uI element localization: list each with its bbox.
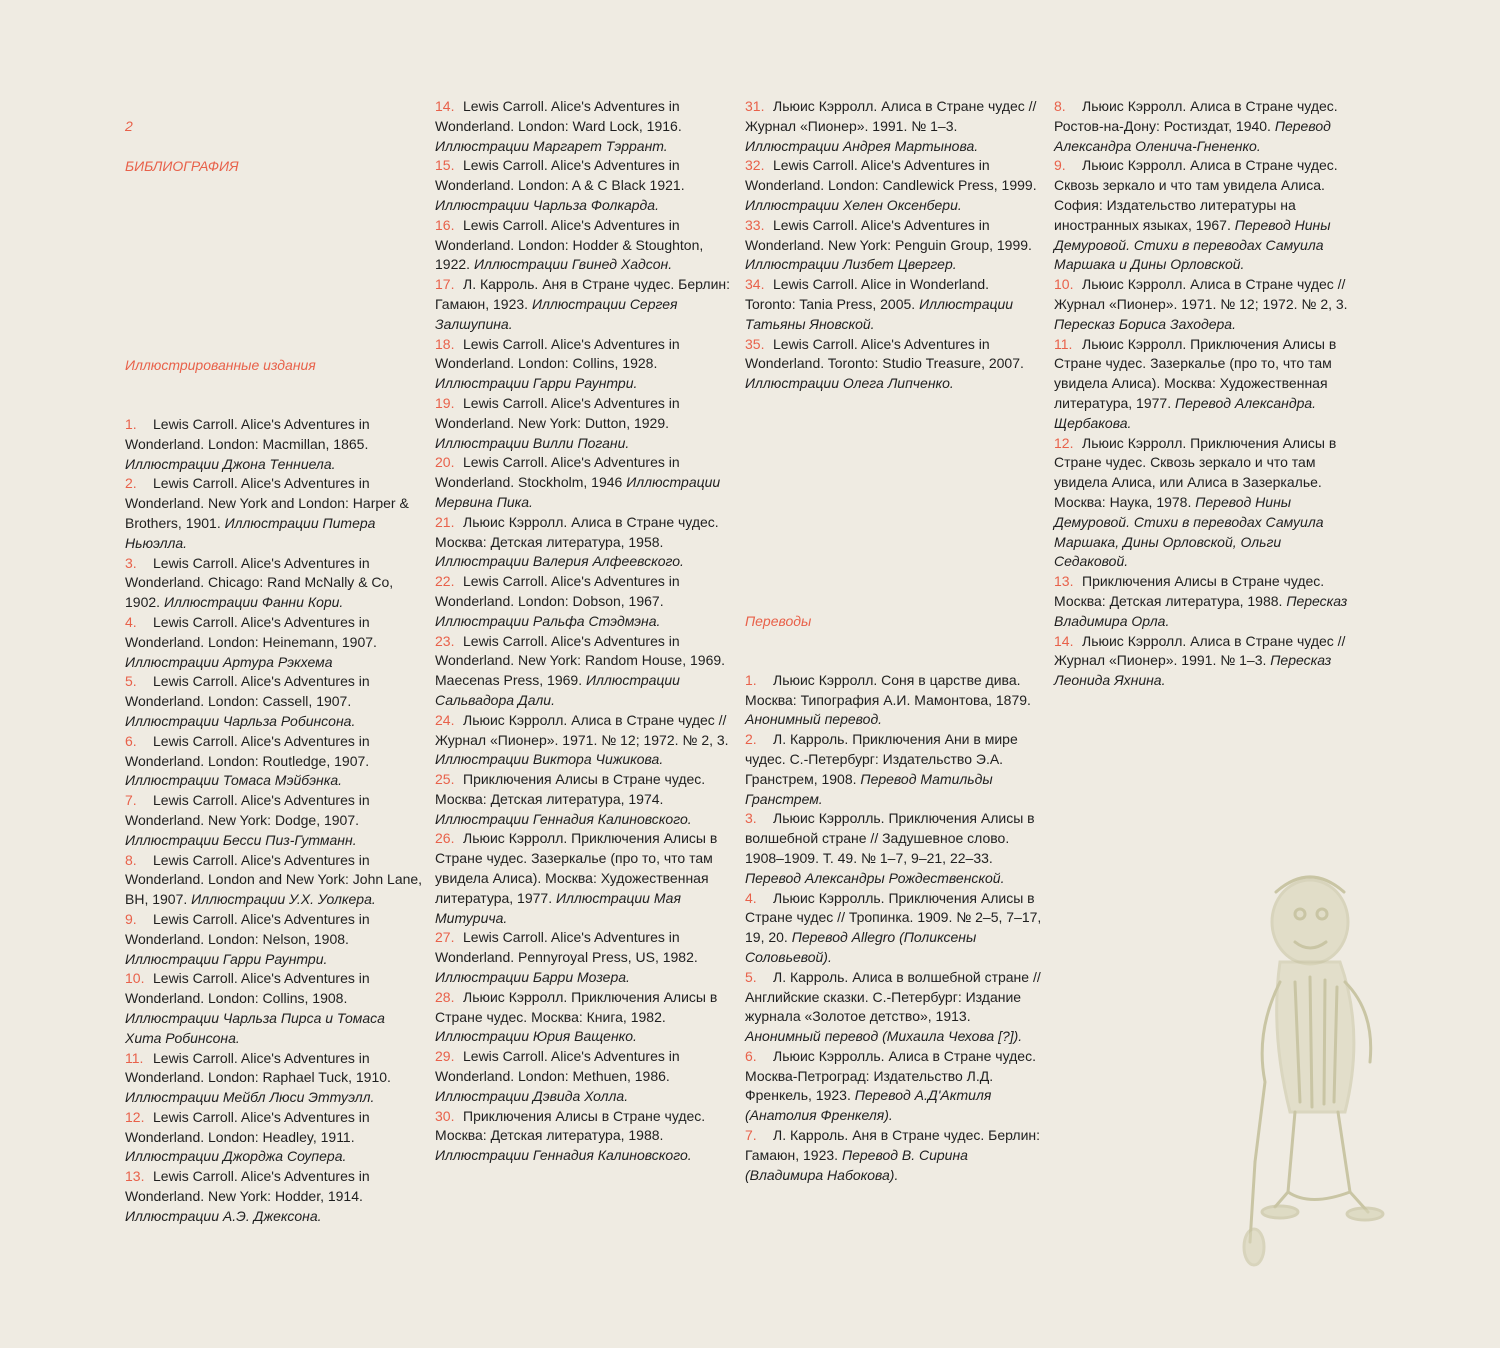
bibliography-entry xyxy=(435,711,733,770)
entry-credit: Иллюстрации Дэвида Холла. xyxy=(435,1087,629,1104)
entry-text: Льюис Кэрролл. Алиса в Стране чудес // Журнал «Пионер». 1971. № 12; 1972. № 2, 3. xyxy=(435,711,729,748)
entry-number: 24. xyxy=(435,711,455,728)
bibliography-entry xyxy=(125,1167,423,1226)
entry-credit: Анонимный перевод. xyxy=(745,711,883,728)
bibliography-entry xyxy=(435,275,733,334)
entry-number: 9. xyxy=(1054,157,1066,174)
entry-text: Lewis Carroll. Alice's Adventures in Wonderland. New York and London: Harper & Brothers, 1901. xyxy=(125,475,409,531)
entry-credit: Иллюстрации Андрея Мартынова. xyxy=(745,137,979,154)
entry-text: Lewis Carroll. Alice's Adventures in Wonderland. New York: Dutton, 1929. xyxy=(435,394,680,431)
entry-text: Lewis Carroll. Alice's Adventures in Wonderland. Pennyroyal Press, US, 1982. xyxy=(435,929,698,966)
vintage-illustration-icon xyxy=(1240,862,1390,1282)
entry-credit: Иллюстрации Чарльза Робинсона. xyxy=(125,712,356,729)
bibliography-entry xyxy=(435,1047,733,1106)
entry-text: Л. Карроль. Аня в Стране чудес. Берлин: Гамаюн, 1923. xyxy=(435,276,731,312)
entry-text: Льюис Кэрролл. Соня в царстве дива. Москва: Типография А.И. Мамонтова, 1879. xyxy=(745,671,1031,708)
entry-number: 7. xyxy=(745,1127,757,1144)
entry-number: 5. xyxy=(125,673,137,690)
entry-credit: Пересказ Бориса Заходера. xyxy=(1054,315,1236,332)
entry-number: 8. xyxy=(1054,98,1066,114)
entry-text: Lewis Carroll. Alice's Adventures in Wonderland. Stockholm, 1946 xyxy=(435,454,680,491)
bibliography-entry xyxy=(435,453,733,512)
entry-text: Льюис Кэрролл. Приключения Алисы в Стране чудес. Зазеркалье (про то, что там увидела Алиса). Москва: Художественная литература, 1977. xyxy=(1054,335,1337,411)
bibliography-entry xyxy=(745,730,1043,809)
entry-text: Lewis Carroll. Alice's Adventures in Wonderland. London: Macmillan, 1865. xyxy=(125,416,370,452)
entry-number: 2. xyxy=(125,475,137,492)
bibliography-entry xyxy=(435,156,733,215)
bibliography-list-translations-1 xyxy=(745,671,1043,1186)
bibliography-entry xyxy=(1054,434,1354,573)
entry-credit: Перевод В. Сирина (Владимира Набокова). xyxy=(745,1146,968,1183)
entry-text: Льюис Кэрролл. Алиса в Стране чудес. Ростов-на-Дону: Ростиздат, 1940. xyxy=(1054,98,1338,134)
entry-number: 14. xyxy=(1054,632,1074,649)
bibliography-entry xyxy=(435,513,733,572)
bibliography-entry xyxy=(745,1047,1043,1126)
entry-text: Льюис Кэрролль. Приключения Алисы в волшебной стране // Задушевное слово. 1908–1909. Т. 49. № 1–7, 9–21, 22–33. xyxy=(745,810,1035,866)
bibliography-entry xyxy=(745,216,1043,275)
entry-number: 1. xyxy=(745,671,757,688)
bibliography-entry xyxy=(435,988,733,1047)
entry-credit: Иллюстрации Мейбл Люси Эттуэлл. xyxy=(125,1089,375,1106)
bibliography-entry xyxy=(1054,275,1354,334)
entry-credit: Иллюстрации Сергея Залшупина. xyxy=(435,295,678,332)
entry-number: 9. xyxy=(125,910,137,927)
entry-credit: Перевод Нины Демуровой. Стихи в переводах Самуила Маршака и Дины Орловской. xyxy=(1054,216,1331,273)
entry-text: Lewis Carroll. Alice's Adventures in Wonderland. London: Dobson, 1967. xyxy=(435,573,680,609)
bibliography-list-illustrated-1 xyxy=(125,415,423,1227)
entry-number: 13. xyxy=(125,1168,145,1185)
bibliography-entry xyxy=(745,97,1043,156)
entry-number: 10. xyxy=(125,970,145,987)
page-title: БИБЛИОГРАФИЯ xyxy=(125,158,239,174)
entry-number: 23. xyxy=(435,632,455,649)
bibliography-entry xyxy=(125,732,423,791)
entry-credit: Иллюстрации Гарри Раунтри. xyxy=(125,950,328,967)
entry-number: 35. xyxy=(745,335,765,352)
entry-text: Приключения Алисы в Стране чудес. Москва: Детская литература, 1974. xyxy=(435,771,706,807)
entry-credit: Перевод Александра Оленича-Гнененко. xyxy=(1054,117,1331,154)
entry-credit: Перевод Матильды Гранстрем. xyxy=(745,770,993,807)
entry-number: 10. xyxy=(1054,276,1074,293)
entry-number: 14. xyxy=(435,98,455,114)
entry-text: Льюис Кэрролль. Приключения Алисы в Стране чудес // Тропинка. 1909. № 2–5, 7–17, 19, 20. xyxy=(745,889,1042,946)
entry-number: 7. xyxy=(125,792,137,809)
entry-number: 12. xyxy=(1054,434,1074,451)
bibliography-entry xyxy=(435,928,733,987)
entry-text: Lewis Carroll. Alice's Adventures in Wonderland. London: Candlewick Press, 1999. xyxy=(745,157,1037,194)
entry-credit: Иллюстрации Барри Мозера. xyxy=(435,969,630,986)
entry-text: Льюис Кэрролл. Приключения Алисы в Стране чудес. Зазеркалье (про то, что там увидела Алиса). Москва: Художественная литература, 1977. xyxy=(435,830,718,906)
entry-text: Lewis Carroll. Alice's Adventures in Wonderland. London: Headley, 1911. xyxy=(125,1108,370,1145)
entry-credit: Иллюстрации Артура Рэкхема xyxy=(125,653,333,670)
entry-text: Льюис Кэрролл. Алиса в Стране чудес. Москва: Детская литература, 1958. xyxy=(435,513,719,550)
entry-number: 20. xyxy=(435,454,455,471)
entry-credit: Иллюстрации Бесси Пиз-Гутманн. xyxy=(125,831,357,848)
bibliography-entry xyxy=(435,829,733,928)
entry-credit: Иллюстрации Сальвадора Дали. xyxy=(435,672,680,708)
entry-text: Lewis Carroll. Alice's Adventures in Wonderland. London: Hodder & Stoughton, 1922. xyxy=(435,216,704,273)
bibliography-entry xyxy=(125,1049,423,1108)
entry-text: Lewis Carroll. Alice's Adventures in Wonderland. New York: Dodge, 1907. xyxy=(125,792,370,828)
entry-text: Lewis Carroll. Alice's Adventures in Wonderland. Toronto: Studio Treasure, 2007. xyxy=(745,335,1024,372)
entry-text: Льюис Кэрролл. Алиса в Стране чудес // Журнал «Пионер». 1991. № 1–3. xyxy=(1054,632,1346,669)
bibliography-entry xyxy=(435,572,733,631)
entry-credit: Иллюстрации Юрия Ващенко. xyxy=(435,1028,637,1045)
bibliography-entry xyxy=(125,672,423,731)
entry-credit: Иллюстрации Валерия Алфеевского. xyxy=(435,553,684,570)
entry-credit: Иллюстрации Виктора Чижикова. xyxy=(435,751,664,768)
entry-text: Приключения Алисы в Стране чудес. Москва: Детская литература, 1988. xyxy=(435,1107,706,1144)
entry-number: 11. xyxy=(125,1049,144,1066)
entry-credit: Иллюстрации Фанни Кори. xyxy=(163,594,344,611)
bibliography-entry xyxy=(125,415,423,474)
entry-credit: Иллюстрации Джорджа Соупера. xyxy=(125,1148,347,1165)
entry-number: 4. xyxy=(745,889,757,906)
entry-number: 3. xyxy=(125,554,137,571)
entry-credit: Иллюстрации У.Х. Уолкера. xyxy=(191,891,376,908)
entry-number: 12. xyxy=(125,1108,145,1125)
bibliography-entry xyxy=(435,216,733,275)
bibliography-entry xyxy=(125,791,423,850)
entry-number: 32. xyxy=(745,157,765,174)
entry-credit: Иллюстрации Геннадия Калиновского. xyxy=(435,1147,692,1164)
entry-text: Lewis Carroll. Alice's Adventures in Wonderland. London: Nelson, 1908. xyxy=(125,910,370,947)
entry-credit: Иллюстрации Джона Тенниела. xyxy=(125,455,336,472)
entry-number: 31. xyxy=(745,98,765,114)
entry-credit: Иллюстрации Татьяны Яновской. xyxy=(745,295,1014,332)
entry-text: Льюис Кэрролл. Приключения Алисы в Стране чудес. Сквозь зеркало и что там увидела Алиса, или Алиса в Зазеркалье. Москва: Наука, 1978. xyxy=(1054,434,1337,510)
bibliography-entry xyxy=(435,394,733,453)
entry-credit: Иллюстрации Чарльза Пирса и Томаса Хита Робинсона. xyxy=(125,1009,385,1046)
entry-number: 18. xyxy=(435,335,455,352)
entry-text: Льюис Кэрролл. Алиса в Стране чудес // Журнал «Пионер». 1971. № 12; 1972. № 2, 3. xyxy=(1054,276,1348,312)
bibliography-entry xyxy=(745,809,1043,888)
entry-number: 8. xyxy=(125,851,137,868)
entry-text: Lewis Carroll. Alice's Adventures in Wonderland. New York: Penguin Group, 1999. xyxy=(745,216,1032,253)
bibliography-entry xyxy=(1054,335,1354,434)
entry-number: 4. xyxy=(125,613,137,630)
bibliography-entry xyxy=(125,554,423,613)
entry-credit: Перевод Александра. Щербакова. xyxy=(1054,394,1317,431)
bibliography-entry xyxy=(125,969,423,1048)
entry-text: Lewis Carroll. Alice's Adventures in Wonderland. London: Collins, 1928. xyxy=(435,335,680,372)
bibliography-entry xyxy=(1054,97,1354,156)
entry-credit: Иллюстрации Лизбет Цвергер. xyxy=(745,256,957,273)
section-heading-illustrated: Иллюстрированные издания xyxy=(125,357,316,373)
entry-number: 29. xyxy=(435,1048,455,1065)
bibliography-list-illustrated-3 xyxy=(745,97,1043,394)
entry-text: Lewis Carroll. Alice's Adventures in Wonderland. London: Routledge, 1907. xyxy=(125,732,370,769)
bibliography-entry xyxy=(745,968,1043,1047)
entry-text: Lewis Carroll. Alice's Adventures in Wonderland. London: Cassell, 1907. xyxy=(125,673,370,710)
entry-text: Lewis Carroll. Alice's Adventures in Wonderland. London and New York: John Lane, BH, 1907. xyxy=(125,851,423,908)
entry-number: 3. xyxy=(745,810,757,827)
entry-number: 17. xyxy=(435,276,455,293)
entry-text: Льюис Кэрролл. Алиса в Стране чудес. Сквозь зеркало и что там увидела Алиса. София: Издательство литературы на иностранных языках, 1967. xyxy=(1054,157,1338,233)
entry-credit: Анонимный перевод (Михаила Чехова [?]). xyxy=(745,1028,1023,1045)
entry-number: 25. xyxy=(435,771,455,788)
bibliography-entry xyxy=(125,851,423,910)
entry-text: Льюис Кэрролл. Приключения Алисы в Стране чудес. Москва: Книга, 1982. xyxy=(435,988,718,1025)
entry-credit: Иллюстрации А.Э. Джексона. xyxy=(125,1207,322,1224)
entry-number: 19. xyxy=(435,394,455,411)
entry-number: 22. xyxy=(435,573,455,590)
entry-credit: Иллюстрации Маргарет Тэррант. xyxy=(435,137,668,154)
entry-credit: Пересказ Леонида Яхнина. xyxy=(1054,652,1332,689)
entry-number: 16. xyxy=(435,216,455,233)
entry-credit: Иллюстрации Ральфа Стэдмэна. xyxy=(435,612,661,629)
entry-number: 26. xyxy=(435,830,455,847)
entry-number: 21. xyxy=(435,513,455,530)
bibliography-entry xyxy=(125,910,423,969)
entry-number: 1. xyxy=(125,416,137,432)
entry-number: 13. xyxy=(1054,573,1074,590)
entry-text: Lewis Carroll. Alice in Wonderland. Toronto: Tania Press, 2005. xyxy=(745,276,990,312)
bibliography-column-3 xyxy=(745,97,1043,1185)
entry-number: 27. xyxy=(435,929,455,946)
entry-number: 34. xyxy=(745,276,765,293)
bibliography-entry xyxy=(435,335,733,394)
bibliography-entry xyxy=(745,156,1043,215)
entry-number: 11. xyxy=(1054,335,1073,352)
entry-credit: Пересказ Владимира Орла. xyxy=(1054,592,1348,629)
page-number: 2 xyxy=(125,118,133,134)
bibliography-entry xyxy=(745,889,1043,968)
bibliography-entry xyxy=(745,1126,1043,1185)
entry-number: 28. xyxy=(435,988,455,1005)
bibliography-entry xyxy=(125,1108,423,1167)
bibliography-entry xyxy=(745,335,1043,394)
entry-credit: Перевод Александры Рождественской. xyxy=(745,869,1005,886)
bibliography-entry xyxy=(1054,156,1354,275)
entry-text: Л. Карроль. Аня в Стране чудес. Берлин: Гамаюн, 1923. xyxy=(745,1127,1041,1163)
entry-text: Льюис Кэрролль. Алиса в Стране чудес. Москва-Петроград: Издательство Л.Д. Френкель, 1923. xyxy=(745,1047,1036,1104)
bibliography-entry xyxy=(435,770,733,829)
entry-credit: Иллюстрации Томаса Мэйбэнка. xyxy=(125,772,343,789)
entry-number: 33. xyxy=(745,216,765,233)
entry-text: Lewis Carroll. Alice's Adventures in Wonderland. London: Heinemann, 1907. xyxy=(125,613,377,650)
bibliography-entry xyxy=(1054,632,1354,691)
entry-text: Lewis Carroll. Alice's Adventures in Wonderland. London: Collins, 1908. xyxy=(125,970,370,1007)
entry-number: 30. xyxy=(435,1107,455,1124)
section-heading-translations: Переводы xyxy=(745,612,812,629)
entry-number: 6. xyxy=(125,732,137,749)
entry-credit: Иллюстрации Вилли Погани. xyxy=(435,434,630,451)
bibliography-entry xyxy=(745,671,1043,730)
bibliography-list-translations-2 xyxy=(1054,97,1354,691)
bibliography-entry xyxy=(435,97,733,156)
entry-text: Л. Карроль. Алиса в волшебной стране // Английские сказки. С.-Петербург: Издание журнала «Золотое детство», 1913. xyxy=(745,968,1041,1025)
entry-credit: Иллюстрации Геннадия Калиновского. xyxy=(435,810,692,827)
entry-credit: Иллюстрации Мервина Пика. xyxy=(435,474,721,510)
entry-number: 2. xyxy=(745,731,757,748)
entry-number: 5. xyxy=(745,968,757,985)
entry-number: 15. xyxy=(435,157,455,174)
entry-text: Lewis Carroll. Alice's Adventures in Wonderland. London: Raphael Tuck, 1910. xyxy=(125,1049,391,1086)
bibliography-entry xyxy=(125,474,423,553)
entry-text: Л. Карроль. Приключения Ани в мире чудес. С.-Петербург: Издательство Э.А. Гранстрем, 1908. xyxy=(745,731,1018,787)
entry-credit: Иллюстрации Хелен Оксенбери. xyxy=(745,196,962,213)
bibliography-entry xyxy=(1054,572,1354,631)
entry-text: Льюис Кэрролл. Алиса в Стране чудес // Журнал «Пионер». 1991. № 1–3. xyxy=(745,98,1037,134)
entry-credit: Иллюстрации Чарльза Фолкарда. xyxy=(435,196,659,213)
entry-text: Lewis Carroll. Alice's Adventures in Wonderland. Chicago: Rand McNally & Co, 1902. xyxy=(125,554,394,611)
entry-credit: Иллюстрации Олега Липченко. xyxy=(745,375,954,392)
entry-text: Lewis Carroll. Alice's Adventures in Wonderland. London: A & C Black 1921. xyxy=(435,157,685,194)
bibliography-entry xyxy=(435,1107,733,1166)
bibliography-list-illustrated-2 xyxy=(435,97,733,1166)
entry-text: Lewis Carroll. Alice's Adventures in Wonderland. London: Methuen, 1986. xyxy=(435,1048,680,1085)
entry-credit: Перевод Allegro (Поликсены Соловьевой). xyxy=(745,929,977,965)
entry-text: Lewis Carroll. Alice's Adventures in Wonderland. New York: Hodder, 1914. xyxy=(125,1168,370,1205)
bibliography-entry xyxy=(745,275,1043,334)
entry-credit: Иллюстрации Гвинед Хадсон. xyxy=(473,256,673,273)
bibliography-entry xyxy=(125,613,423,672)
entry-text: Lewis Carroll. Alice's Adventures in Wonderland. New York: Random House, 1969. Maecenas Press, 1969. xyxy=(435,632,726,689)
entry-credit: Иллюстрации Гарри Раунтри. xyxy=(435,375,638,392)
entry-credit: Перевод Нины Демуровой. Стихи в переводах Самуила Маршака, Дины Орловской, Ольги Седаковой. xyxy=(1054,493,1324,570)
entry-credit: Иллюстрации Мая Митурича. xyxy=(435,889,681,926)
entry-text: Lewis Carroll. Alice's Adventures in Wonderland. London: Ward Lock, 1916. xyxy=(435,98,682,134)
entry-number: 6. xyxy=(745,1047,757,1064)
bibliography-entry xyxy=(435,632,733,711)
entry-credit: Иллюстрации Питера Ньюэлла. xyxy=(125,514,376,551)
entry-credit: Перевод А.Д'Актиля (Анатолия Френкеля). xyxy=(745,1087,992,1124)
entry-text: Приключения Алисы в Стране чудес. Москва: Детская литература, 1988. xyxy=(1054,573,1325,609)
